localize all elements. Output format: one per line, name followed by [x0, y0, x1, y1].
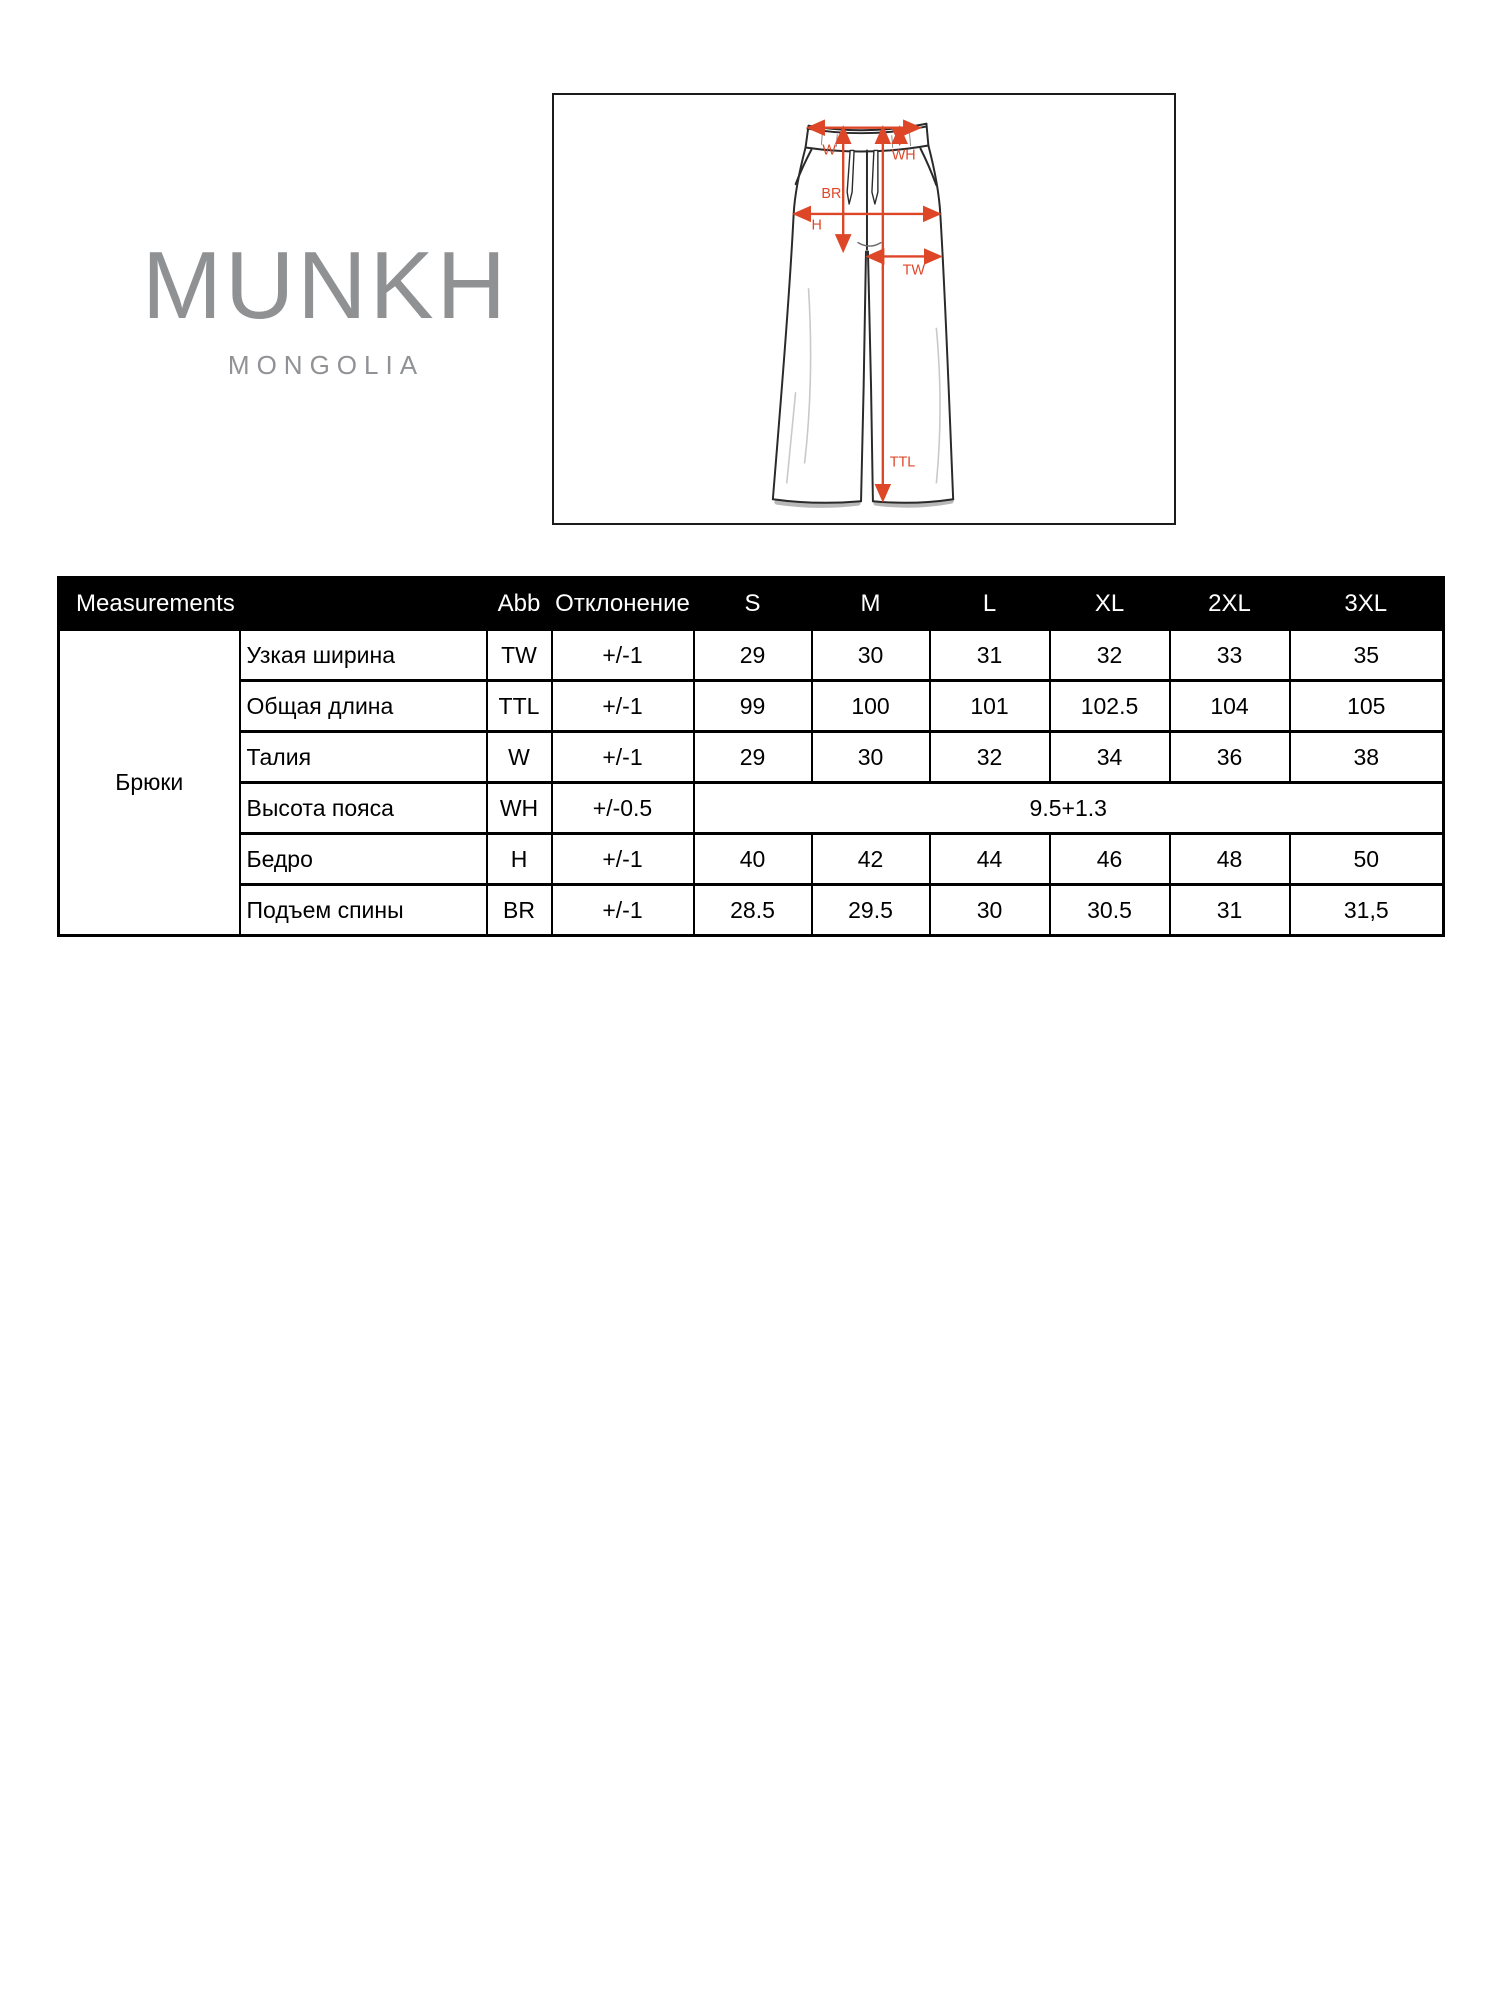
size-value-cell: 36 — [1170, 732, 1290, 783]
diagram-label-waist: W — [822, 142, 836, 159]
abb-cell: TTL — [487, 681, 552, 732]
size-value-cell: 31 — [930, 630, 1050, 681]
size-value-cell: 100 — [812, 681, 930, 732]
size-value-cell: 29 — [694, 732, 812, 783]
size-value-cell: 99 — [694, 681, 812, 732]
pants-technical-drawing-icon — [554, 95, 1174, 523]
deviation-cell: +/-1 — [552, 681, 694, 732]
size-value-cell: 48 — [1170, 834, 1290, 885]
abb-cell: TW — [487, 630, 552, 681]
abb-cell: W — [487, 732, 552, 783]
deviation-cell: +/-1 — [552, 732, 694, 783]
size-value-cell: 30 — [930, 885, 1050, 936]
size-value-cell: 31 — [1170, 885, 1290, 936]
header-measurements: Measurements — [59, 578, 487, 630]
size-value-cell: 101 — [930, 681, 1050, 732]
garment-group-cell: Брюки — [59, 630, 240, 936]
size-value-cell: 30.5 — [1050, 885, 1170, 936]
diagram-label-waistband-height: WH — [891, 147, 916, 164]
abb-cell: BR — [487, 885, 552, 936]
header-size-3xl: 3XL — [1290, 578, 1444, 630]
size-value-cell: 35 — [1290, 630, 1444, 681]
measurement-name-cell: Бедро — [240, 834, 487, 885]
header-size-2xl: 2XL — [1170, 578, 1290, 630]
table-row — [59, 732, 1444, 783]
measurement-name-cell: Высота пояса — [240, 783, 487, 834]
measurement-name-cell: Узкая ширина — [240, 630, 487, 681]
size-value-cell: 40 — [694, 834, 812, 885]
header-size-l: L — [930, 578, 1050, 630]
table-row — [59, 885, 1444, 936]
size-value-cell: 38 — [1290, 732, 1444, 783]
size-value-cell: 50 — [1290, 834, 1444, 885]
size-value-cell: 30 — [812, 732, 930, 783]
brand-logo: MUNKH — [142, 232, 509, 339]
size-value-cell: 44 — [930, 834, 1050, 885]
header-size-xl: XL — [1050, 578, 1170, 630]
size-value-cell: 29.5 — [812, 885, 930, 936]
deviation-cell: +/-0.5 — [552, 783, 694, 834]
size-value-cell: 34 — [1050, 732, 1170, 783]
size-value-cell: 102.5 — [1050, 681, 1170, 732]
abb-cell: WH — [487, 783, 552, 834]
header-size-s: S — [694, 578, 812, 630]
header-size-m: M — [812, 578, 930, 630]
table-row — [59, 783, 1444, 834]
table-header-row — [59, 578, 1444, 630]
diagram-label-total-length: TTL — [889, 454, 916, 471]
size-value-cell: 42 — [812, 834, 930, 885]
diagram-label-body-rise: BR — [821, 186, 842, 203]
measurement-name-cell: Талия — [240, 732, 487, 783]
deviation-cell: +/-1 — [552, 630, 694, 681]
abb-cell: H — [487, 834, 552, 885]
size-value-cell: 46 — [1050, 834, 1170, 885]
deviation-cell: +/-1 — [552, 834, 694, 885]
measurements-table — [57, 576, 1445, 937]
size-value-cell: 105 — [1290, 681, 1444, 732]
table-row — [59, 681, 1444, 732]
size-value-cell: 32 — [930, 732, 1050, 783]
table-row — [59, 834, 1444, 885]
measurement-name-cell: Подъем спины — [240, 885, 487, 936]
header-deviation: Отклонение — [552, 578, 694, 630]
pants-measurement-diagram — [552, 93, 1176, 525]
diagram-label-thigh-width: TW — [902, 262, 925, 279]
diagram-label-hip: H — [811, 217, 822, 234]
size-value-cell: 33 — [1170, 630, 1290, 681]
size-value-cell: 31,5 — [1290, 885, 1444, 936]
size-value-cell: 32 — [1050, 630, 1170, 681]
header-abb: Abb — [487, 578, 552, 630]
size-value-cell: 104 — [1170, 681, 1290, 732]
size-value-cell: 29 — [694, 630, 812, 681]
brand-logo-subtitle: MONGOLIA — [227, 350, 425, 380]
deviation-cell: +/-1 — [552, 885, 694, 936]
merged-size-value-cell: 9.5+1.3 — [694, 783, 1444, 834]
measurement-name-cell: Общая длина — [240, 681, 487, 732]
table-row — [59, 630, 1444, 681]
size-value-cell: 28.5 — [694, 885, 812, 936]
size-value-cell: 30 — [812, 630, 930, 681]
